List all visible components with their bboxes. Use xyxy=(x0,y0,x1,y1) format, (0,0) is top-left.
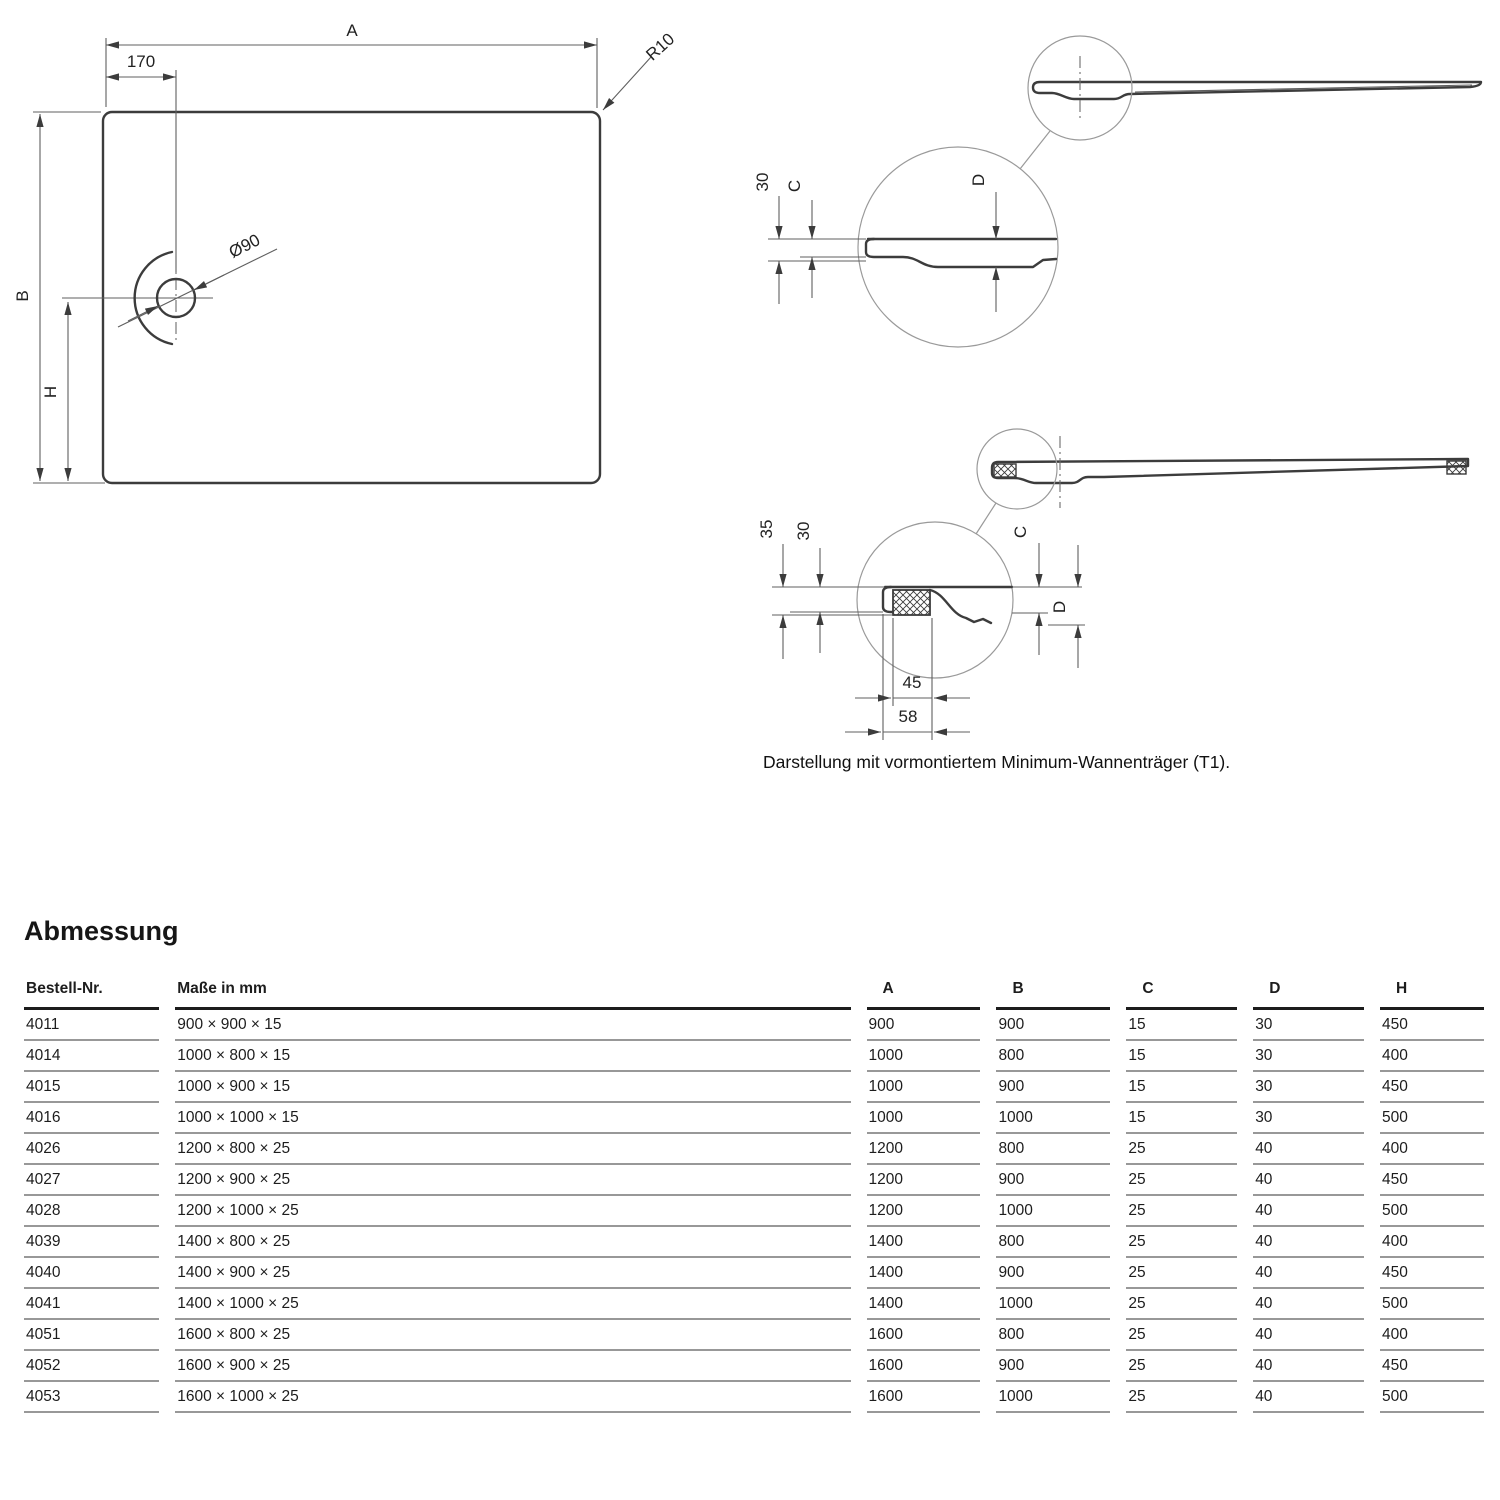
cell-b: 900 xyxy=(996,1258,1110,1289)
section-plain-drawing xyxy=(753,36,1481,347)
dim-label-30-plain: 30 xyxy=(753,172,772,192)
cell-masse: 1600 × 1000 × 25 xyxy=(175,1382,850,1413)
cell-a: 1400 xyxy=(867,1227,981,1258)
col-header-c: C xyxy=(1126,980,1237,1010)
cell-c: 25 xyxy=(1126,1258,1237,1289)
table-row xyxy=(24,1320,1484,1351)
cell-h: 400 xyxy=(1380,1320,1484,1351)
cell-h: 500 xyxy=(1380,1289,1484,1320)
tray-profile-carrier xyxy=(992,459,1468,483)
table-row xyxy=(24,1041,1484,1072)
cell-d: 40 xyxy=(1253,1227,1364,1258)
cell-c: 25 xyxy=(1126,1227,1237,1258)
dim-label-r10: R10 xyxy=(642,29,679,65)
cell-d: 40 xyxy=(1253,1289,1364,1320)
col-header-a: A xyxy=(867,980,981,1010)
cell-d: 40 xyxy=(1253,1134,1364,1165)
cell-b: 900 xyxy=(996,1351,1110,1382)
cell-b: 900 xyxy=(996,1072,1110,1103)
cell-d: 40 xyxy=(1253,1320,1364,1351)
cell-d: 30 xyxy=(1253,1010,1364,1041)
cell-masse: 1200 × 900 × 25 xyxy=(175,1165,850,1196)
cell-bestell-nr: 4051 xyxy=(24,1320,159,1351)
cell-bestell-nr: 4041 xyxy=(24,1289,159,1320)
cell-bestell-nr: 4015 xyxy=(24,1072,159,1103)
cell-masse: 1200 × 1000 × 25 xyxy=(175,1196,850,1227)
cell-d: 40 xyxy=(1253,1382,1364,1413)
cell-c: 15 xyxy=(1126,1041,1237,1072)
col-header-masse: Maße in mm xyxy=(175,980,850,1010)
cell-h: 400 xyxy=(1380,1134,1484,1165)
cell-bestell-nr: 4027 xyxy=(24,1165,159,1196)
cell-masse: 900 × 900 × 15 xyxy=(175,1010,850,1041)
cell-bestell-nr: 4011 xyxy=(24,1010,159,1041)
cell-c: 15 xyxy=(1126,1072,1237,1103)
cell-d: 40 xyxy=(1253,1258,1364,1289)
dim-label-45: 45 xyxy=(902,673,922,692)
cell-b: 800 xyxy=(996,1227,1110,1258)
cell-masse: 1000 × 800 × 15 xyxy=(175,1041,850,1072)
dim-label-30-carrier: 30 xyxy=(794,521,813,541)
table-row xyxy=(24,1382,1484,1413)
cell-masse: 1600 × 800 × 25 xyxy=(175,1320,850,1351)
cell-h: 450 xyxy=(1380,1072,1484,1103)
dim-label-35: 35 xyxy=(757,519,776,539)
cell-c: 25 xyxy=(1126,1320,1237,1351)
r10-leader xyxy=(603,57,651,110)
cell-masse: 1000 × 1000 × 15 xyxy=(175,1103,850,1134)
cell-masse: 1400 × 800 × 25 xyxy=(175,1227,850,1258)
tray-underside xyxy=(930,590,991,623)
dim-label-drain-diameter: Ø90 xyxy=(225,230,264,262)
table-row xyxy=(24,1289,1484,1320)
col-header-b: B xyxy=(996,980,1110,1010)
cell-a: 1600 xyxy=(867,1351,981,1382)
dim-label-d-carrier: D xyxy=(1050,600,1069,614)
table-body xyxy=(24,1010,1484,1413)
cell-a: 1000 xyxy=(867,1041,981,1072)
table-row xyxy=(24,1103,1484,1134)
cell-bestell-nr: 4039 xyxy=(24,1227,159,1258)
table-row xyxy=(24,1227,1484,1258)
cell-a: 1200 xyxy=(867,1165,981,1196)
dim-label-d-plain: D xyxy=(969,173,988,187)
cell-h: 450 xyxy=(1380,1010,1484,1041)
detail-bubble-large-2 xyxy=(857,522,1013,678)
table-row xyxy=(24,1134,1484,1165)
table-row xyxy=(24,1196,1484,1227)
cell-h: 400 xyxy=(1380,1041,1484,1072)
dimensions-table xyxy=(8,980,1500,1413)
cell-d: 30 xyxy=(1253,1072,1364,1103)
cell-c: 25 xyxy=(1126,1134,1237,1165)
cell-masse: 1400 × 1000 × 25 xyxy=(175,1289,850,1320)
table-row xyxy=(24,1165,1484,1196)
carrier-block-right xyxy=(1447,461,1466,474)
cell-a: 1600 xyxy=(867,1382,981,1413)
cell-bestell-nr: 4028 xyxy=(24,1196,159,1227)
tray-profile xyxy=(1033,82,1481,99)
table-row xyxy=(24,1351,1484,1382)
table-header-row xyxy=(24,980,1484,1010)
cell-bestell-nr: 4016 xyxy=(24,1103,159,1134)
cell-b: 1000 xyxy=(996,1196,1110,1227)
detail-bubble-small-2 xyxy=(977,429,1057,509)
cell-a: 1200 xyxy=(867,1134,981,1165)
cell-h: 500 xyxy=(1380,1103,1484,1134)
col-header-h: H xyxy=(1380,980,1484,1010)
cell-h: 400 xyxy=(1380,1227,1484,1258)
cell-d: 40 xyxy=(1253,1351,1364,1382)
cell-bestell-nr: 4053 xyxy=(24,1382,159,1413)
detail-bubble-large xyxy=(858,147,1058,347)
cell-h: 450 xyxy=(1380,1165,1484,1196)
drawing-caption: Darstellung mit vormontiertem Minimum-Wannenträger (T1). xyxy=(763,752,1231,772)
cell-masse: 1200 × 800 × 25 xyxy=(175,1134,850,1165)
cell-b: 800 xyxy=(996,1041,1110,1072)
cell-b: 900 xyxy=(996,1165,1110,1196)
dim-label-b: B xyxy=(13,290,32,302)
cell-a: 1400 xyxy=(867,1289,981,1320)
cell-bestell-nr: 4052 xyxy=(24,1351,159,1382)
cell-b: 1000 xyxy=(996,1382,1110,1413)
cell-a: 1000 xyxy=(867,1103,981,1134)
cell-masse: 1400 × 900 × 25 xyxy=(175,1258,850,1289)
cell-a: 900 xyxy=(867,1010,981,1041)
table-row xyxy=(24,1258,1484,1289)
carrier-block-detail xyxy=(893,590,930,615)
cell-a: 1600 xyxy=(867,1320,981,1351)
cell-masse: 1000 × 900 × 15 xyxy=(175,1072,850,1103)
cell-c: 15 xyxy=(1126,1010,1237,1041)
cell-c: 25 xyxy=(1126,1165,1237,1196)
cell-a: 1400 xyxy=(867,1258,981,1289)
cell-h: 450 xyxy=(1380,1351,1484,1382)
cell-a: 1200 xyxy=(867,1196,981,1227)
dim-label-h: H xyxy=(41,385,60,399)
cell-b: 1000 xyxy=(996,1289,1110,1320)
cell-masse: 1600 × 900 × 25 xyxy=(175,1351,850,1382)
col-header-d: D xyxy=(1253,980,1364,1010)
cell-d: 40 xyxy=(1253,1165,1364,1196)
cell-d: 40 xyxy=(1253,1196,1364,1227)
cell-h: 450 xyxy=(1380,1258,1484,1289)
top-view-drawing xyxy=(13,21,678,483)
carrier-block-left xyxy=(994,464,1016,477)
section-carrier-drawing xyxy=(757,429,1468,772)
cell-c: 25 xyxy=(1126,1382,1237,1413)
dim-label-58: 58 xyxy=(898,707,918,726)
cell-bestell-nr: 4026 xyxy=(24,1134,159,1165)
cell-b: 900 xyxy=(996,1010,1110,1041)
cell-c: 15 xyxy=(1126,1103,1237,1134)
cell-h: 500 xyxy=(1380,1196,1484,1227)
dim-label-c-carrier: C xyxy=(1011,525,1030,539)
cell-bestell-nr: 4040 xyxy=(24,1258,159,1289)
cell-c: 25 xyxy=(1126,1289,1237,1320)
col-header-bestell-nr: Bestell-Nr. xyxy=(24,980,159,1010)
section-heading: Abmessung xyxy=(24,916,179,946)
cell-bestell-nr: 4014 xyxy=(24,1041,159,1072)
dim-label-a: A xyxy=(346,21,358,40)
cell-b: 800 xyxy=(996,1320,1110,1351)
detail-connector xyxy=(1020,131,1050,169)
cell-a: 1000 xyxy=(867,1072,981,1103)
cell-d: 30 xyxy=(1253,1041,1364,1072)
table-row xyxy=(24,1010,1484,1041)
cell-c: 25 xyxy=(1126,1351,1237,1382)
cell-c: 25 xyxy=(1126,1196,1237,1227)
cell-b: 1000 xyxy=(996,1103,1110,1134)
cell-h: 500 xyxy=(1380,1382,1484,1413)
table-row xyxy=(24,1072,1484,1103)
edge-profile xyxy=(866,239,1056,267)
cell-b: 800 xyxy=(996,1134,1110,1165)
drain-detail xyxy=(62,230,277,344)
dim-label-c-plain: C xyxy=(785,179,804,193)
cell-d: 30 xyxy=(1253,1103,1364,1134)
detail-connector-2 xyxy=(976,503,996,534)
dim-label-170: 170 xyxy=(126,52,156,71)
